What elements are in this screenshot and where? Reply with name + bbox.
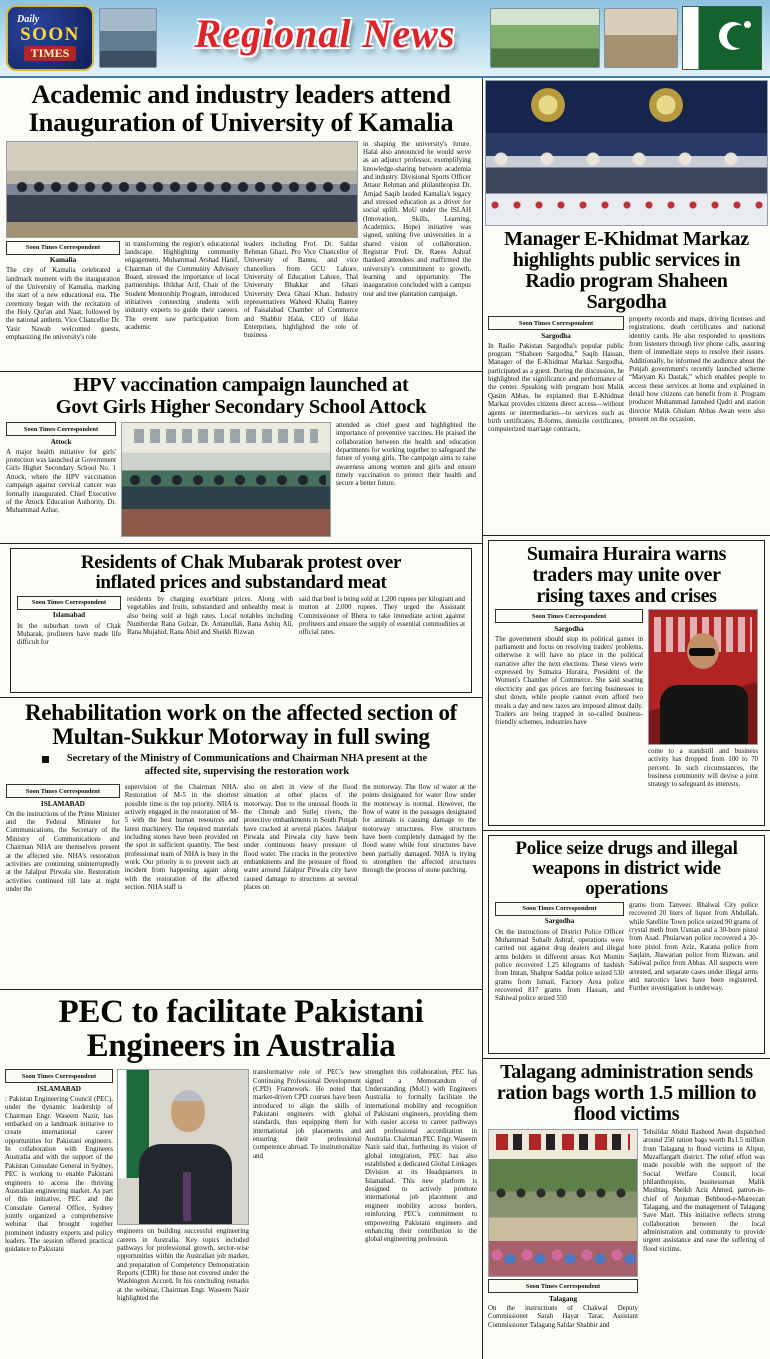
byline-box	[17, 596, 121, 610]
article-pec	[0, 990, 482, 1359]
byline-city: Talagang	[548, 1294, 578, 1303]
article-text: The government should stop its political games in parliament and focus on resolving traders' problems, otherwise it will have no place in the political narrative after the next elections. These views were expressed by Sumaira Huraira, President of the Women's Chamber of Commerce. She said soaring electricity and gas prices are forcing businesses to shut down, while people cannot even afford two meals a day and new taxes are imposed almost daily. Traders are being trapped in so-called business-friendly schemes, industries have	[495, 635, 643, 727]
sumaira-right	[648, 609, 758, 819]
sumaira-box	[488, 540, 765, 826]
sumaira-photo-sunglasses	[689, 648, 715, 656]
headline-kamalia: Academic and industry leaders attend Inauguration of University of Kamalia	[28, 79, 454, 137]
pec-body	[0, 1065, 482, 1349]
chak-col-3: said that beef is being sold at 1,200 rupees per kilogram and mutton at 2,000 rupees. They urged the Assistant Commissioner of Bhera to take immediate action against profiteers and ensure the supply of essential commodities at official rates.	[299, 595, 465, 637]
ekhidmat-photo	[485, 80, 768, 226]
kamalia-col-4: in shaping the university's future. Halai also announced he would serve as an adjunct professor, exemplifying knowledge-sharing between academia and industry. Divisional Sports Officer Attaur Rehman and philanthropist Dr. Amjad Saqib lauded Kamalia's legacy and stressed education as a driver for social uplift. MoU under the ISLAH (Innovation, Skills, Learning, Academics, Hope) initiative was signed, uniting five universities in a shared vision of collaboration. Registrar Prof. Dr. Raees Ashraf thanked attendees and reaffirmed the university's commitment to growth, learning and opportunity. The inauguration concluded with a campus tour and tree plantation campaign.	[363, 140, 471, 298]
logo-soon-text: SOON	[20, 23, 80, 45]
byline-city: Sargodha	[554, 624, 584, 633]
motorway-col-3: also on alert in view of the flood situation at other places of the motorway. Due to the unusual floods in the Chenab and Sutlej rivers, the protective embankments in South Punjab have cracked at several places. Jalalpur Pirwala and Pirwala city have been under continuous heavy pressure of flood water. The cracks in the protective embankments and the pressure of flood water around Jalalpur Pirwala city have caused damage to structures at several places on	[243, 784, 358, 892]
headline-ekhidmat: Manager E-Khidmat Markaz highlights public services in Radio program Shaheen Sargodha	[504, 228, 749, 313]
pec-col-1	[5, 1069, 113, 1345]
article-hpv	[0, 372, 482, 544]
talagang-left	[488, 1129, 638, 1351]
byline-city: Kamalia	[49, 256, 77, 265]
left-column	[0, 78, 483, 1359]
talagang-photo-banner	[496, 1134, 629, 1150]
logo-times-text: TIMES	[24, 46, 77, 62]
ekhidmat-photo-emblem-left	[531, 88, 565, 122]
logo-daily-text: Daily	[17, 13, 40, 25]
talagang-body	[483, 1127, 770, 1353]
byline-box	[495, 902, 624, 916]
kamalia-body	[0, 139, 482, 371]
masthead	[0, 0, 770, 78]
square-bullet-icon	[42, 756, 49, 763]
byline-label: Soon Times Correspondent	[21, 1072, 97, 1080]
pec-middle	[117, 1069, 249, 1345]
byline-box	[495, 609, 643, 623]
byline-label: Soon Times Correspondent	[23, 425, 99, 433]
masthead-photo-crowd	[490, 8, 600, 68]
chak-col-2: residents by charging exorbitant prices. Along with vegetables and fruits, substandard and unhealthy meat is also being sold at high rates. Local notables including Numberdar Rana Gulzar, Dr. Amanullah, Rana Ashiq Ali, Rana Mujahid, Rana Abid and Sheikh Rizwan	[127, 595, 293, 637]
headline-chak: Residents of Chak Mubarak protest over inflated prices and substandard meat	[80, 552, 402, 593]
star-icon	[744, 21, 751, 28]
article-sumaira	[483, 536, 770, 831]
motorway-col-4: the motorway. The flow of water at the points designated for water flow under the motorway is normal. However, the flow of water in the passages designated for animals is causing damage to the motorway structures. Five structures have been completely damaged by the flood water while four structures have been partially damaged. NHA is trying to strengthen the affected structures through the process of stone patching.	[362, 784, 476, 875]
kamalia-photo-people	[14, 182, 350, 205]
byline-label: Soon Times Correspondent	[531, 612, 607, 620]
soon-times-logo	[6, 5, 94, 71]
byline-label: Soon Times Correspondent	[522, 905, 597, 913]
headline-pec: PEC to facilitate Pakistani Engineers in Australia	[58, 994, 424, 1064]
hpv-col-2: attended as chief guest and highlighted the importance of preventive vaccines. He praised the collaboration between the health and education departments for working together to safeguard the future of young girls. The campaign aims to raise awareness among women and girls and ensure timely vaccination to protect their health and secure a better future.	[336, 422, 476, 488]
sumaira-photo	[648, 609, 758, 745]
talagang-photo	[488, 1129, 638, 1277]
talagang-photo-people	[492, 1188, 634, 1211]
article-talagang	[483, 1059, 770, 1359]
pec-col-4: strengthen this collaboration, PEC has signed a Memorandum of Understanding (MoU) with Engineers Australia to formally facilitate the international mobility and recognition of Pakistani engineers, providing them with easier access to career pathways and professional accreditation in Australia. Chairman PEC Engr. Waseem Nazir said that, furthering its vision of global integration, PEC has also established a dedicated Global Linkages Division at its Headquarters in Islamabad. This new platform is designed to actively promote international job placement and engineer mobility across borders, reinforcing PEC's commitment to empowering Pakistani engineers and enhancing their contribution to the global engineering profession.	[365, 1069, 477, 1244]
byline-label: Soon Times Correspondent	[25, 787, 100, 795]
byline-city: Attock	[50, 437, 72, 446]
article-chak-mubarak	[0, 544, 482, 698]
section-title: Regional News	[194, 11, 456, 56]
kamalia-col-1	[6, 241, 120, 371]
police-col-2: grams from Tanveer. Bhalwal City police recovered 20 liters of liquor from Abdullah, while Satellite Town police seized 90 grams of crystal meth from Usman and a 30-bore pistol from Asad. Phularwan police recovered a 30-bore pistol from Aziz, Karana police from Saqlain, Jhawarian police from Rizwan, and Sahiwal police from Abbas. All suspects were arrested, and separate cases under illegal arms and narcotics laws have been registered. Further investigation is underway.	[629, 901, 758, 993]
motorway-body	[0, 780, 482, 978]
byline-box	[5, 1069, 113, 1083]
pec-col-2: engineers on building successful engineering careers in Australia. Key topics included pathways for professional growth, sector-wise opportunities within the Australian job market, and preparation of Competency Demonstration Reports (CDR) for those not covered under the Washington Accord. In his concluding remarks at the webinar, Chairman Engr. Waseem Nazir highlighted the	[117, 1228, 249, 1303]
hpv-photo	[121, 422, 331, 537]
sumaira-col-1	[495, 609, 643, 819]
talagang-col-1: On the instructions of Chakwal Deputy Commissioner Sarah Hayat Tarar, Assistant Commissioner Talagang Safdar Shabbir and	[488, 1305, 638, 1329]
ekhidmat-photo-emblem-right	[649, 88, 683, 122]
ekhidmat-photo-panel	[486, 152, 767, 187]
crescent-icon	[719, 22, 747, 50]
article-text: On the instructions of the Prime Minister and the Federal Minister for Communications, the Secretary of the Ministry of Communications and Chairman NHA are themselves present at the affected site. NHA's restoration activities are continuing uninterruptedly at the Jalalpur Pirwala site. Restoration activities continued till late at night under the	[6, 810, 120, 893]
sumaira-body	[495, 609, 758, 819]
talagang-photo-ration-bags	[489, 1247, 637, 1276]
byline-label: Soon Times Correspondent	[518, 319, 594, 327]
byline-city: ISLAMABAD	[40, 799, 85, 808]
ekhidmat-col-2: property records and maps, driving licenses and registrations, death certificates and national identity cards. He also responded to questions from listeners through live phone calls, assuring them of immediate steps to resolve their issues. Additionally, he informed the audience about the Punjab government's recently launched scheme “Maryam Ki Dastak,” which enables people to access these services at home and explained in detail how citizens can benefit from it. Program producer Muhammad Jamshed Qadri and station director Malik Ghulam Abbas Awan were also present on the occasion.	[629, 316, 765, 424]
ekhidmat-photo-flowers	[486, 201, 767, 213]
byline-label: Soon Times Correspondent	[25, 244, 101, 252]
motorway-col-2: supervision of the Chairman NHA. Restoration of M-5 in the shortest possible time is the top priority. NHA is actively engaged in the restoration of M-5 with the best human resources and latest machinery. The required materials including stones have been provided on the spot in sufficient quantity. The best professional team of NHA is busy in the work. Our priority is to prevent such an incident from happening again along with the restoration of the affected section. NHA staff is	[124, 784, 239, 892]
kamalia-col-2: in transforming the region's educational landscape. Highlighting community engagement, Muhammad Arshad Hanif, Chairman of the Community Advisory Board, stressed the importance of local partnerships. Iftikhar Arif, Chair of the Student Mentorship Program, introduced initiatives connecting students with industry experts to guide their careers. The event saw participation from academic	[125, 240, 239, 332]
chak-col-1	[17, 596, 121, 686]
police-body	[495, 902, 758, 1052]
byline-city: ISLAMABAD	[37, 1084, 81, 1093]
byline-box	[488, 1279, 638, 1293]
hpv-body	[0, 420, 482, 539]
article-kamalia	[0, 78, 482, 372]
ekhidmat-body	[483, 313, 770, 525]
motorway-subhead	[0, 751, 482, 780]
masthead-photo-buildings	[99, 8, 157, 68]
kamalia-photo	[6, 141, 358, 238]
byline-box	[488, 316, 624, 330]
motorway-col-1	[6, 784, 120, 974]
headline-hpv: HPV vaccination campaign launched at Govt Girls Higher Secondary School Attock	[55, 374, 427, 418]
article-text: A major health initiative for girls' protection was launched at Government Girls Higher Secondary School No. 1 Attock, where the HPV vaccination campaign against cervical cancer was formally inaugurated. Chief Executive of the Attock Education Authority, Dr. Muhammad Azhar,	[6, 448, 116, 515]
pec-photo	[117, 1069, 249, 1225]
headline-police: Police seize drugs and illegal weapons in district wide operations	[515, 838, 738, 899]
article-motorway	[0, 698, 482, 990]
article-police	[483, 831, 770, 1059]
article-text: The city of Kamalia celebrated a landmark moment with the inauguration of the University of Kamalia, marking the start of a new educational era. The ceremony began with the recitation of the Holy Qur'an and Naat, followed by the national anthem. Vice Chancellor Dr. Yasir Nawab welcomed guests, emphasizing the university's role	[6, 267, 120, 342]
byline-box	[6, 422, 116, 436]
right-column	[483, 78, 770, 1359]
chak-body	[17, 596, 465, 686]
masthead-photo-monument	[604, 8, 678, 68]
page-content	[0, 78, 770, 1359]
byline-label: Soon Times Correspondent	[31, 599, 107, 607]
headline-talagang: Talagang administration sends ration bags worth 1.5 million to flood victims	[496, 1061, 757, 1125]
byline-city: Islamabad	[52, 611, 86, 620]
headline-motorway: Rehabilitation work on the affected section of Multan-Sukkur Motorway in full swing	[24, 700, 458, 750]
police-box	[488, 835, 765, 1054]
byline-box	[6, 784, 120, 798]
chak-box	[10, 548, 472, 693]
motorway-subhead-text: Secretary of the Ministry of Communications and Chairman NHA present at the affected site, supervising the restoration work	[66, 753, 428, 777]
byline-city: Sargodha	[541, 331, 571, 340]
hpv-photo-people	[126, 475, 326, 498]
article-text: On the instructions of District Police Officer Muhammad Sohaib Ashraf, operations were carried out against drug dealers and illegal arms holders in different areas. Kot Momin police recovered 1.25 kilograms of hashish from Imran, Shahpur Saddar police seized 530 grams from Ismail, Factory Area police recovered 817 grams from Hassan, and Sahiwal police seized 550	[495, 928, 624, 1003]
article-ekhidmat	[483, 78, 770, 536]
sumaira-photo-figure	[660, 685, 749, 744]
hpv-photo-banner	[134, 429, 317, 444]
hpv-col-1	[6, 422, 116, 537]
byline-label: Soon Times Correspondent	[525, 1282, 601, 1290]
pec-photo-tie	[183, 1172, 191, 1221]
byline-box	[6, 241, 120, 255]
ekhidmat-col-1	[488, 316, 624, 522]
pec-col-3: transformative role of PEC's new Continuing Professional Development (CPD) Framework. He noted that market-driven CPD courses have been introduced to align the skills of Pakistani engineers with global standards, thus equipping them for international job placements and ensuring their professional competence abroad. To institutionalize and	[253, 1069, 361, 1160]
article-text: : Pakistan Engineering Council (PEC), under the dynamic leadership of Chairman Engr. Waseem Nazir, has embarked on a landmark initiative to create international career opportunities for Pakistani engineers. In collaboration with Engineers Australia and with the support of the Pakistan Consulate General in Sydney, PEC is working to enable Pakistani engineers to access the thriving Australian engineering market. As part of this initiative, PEC and the Consulate General Office, Sydney jointly organized a comprehensive webinar that brought together prominent industry experts and policy leaders. The session offered practical guidance to Pakistani	[5, 1096, 113, 1254]
headline-sumaira: Sumaira Huraira warns traders may unite over rising taxes and crises	[526, 543, 727, 607]
pakistan-flag-icon	[682, 6, 762, 70]
kamalia-col-3: leaders including Prof. Dr. Safdar Rehman Ghazi, Pro Vice Chancellor of University of Bannu, and vice chancellors from GCU Lahore, University of Education Lahore, Thal University Bhakkar and Ghazi University Dera Ghazi Khan. Industry representatives Waheed Khaliq Ramey of Faisalabad Chamber of Commerce and Shabbir Halai, CEO of Halai Enterprises, highlighted the role of business	[244, 240, 358, 340]
article-text: In the suburban town of Chak Mubarak, profiteers have made life difficult for	[17, 622, 121, 647]
article-text: In Radio Pakistan Sargodha's popular public program “Shaheen Sargodha,” Saqib Hassan, Manager of the E-Khidmat Markaz Sargodha, participated as a guest. During the discussion, he highlighted the significance and performance of the center. Speaking with program host Malik Qasim Abbas, he explained that E-Khidmat Markaz provides citizens direct access—without agents or intermediaries—to services such as birth certificates, B-forms, domicile certificates, computerized marriage contracts,	[488, 342, 624, 434]
talagang-col-2: Tehsildar Abdul Rasheed Awan dispatched around 250 ration bags worth Rs1.5 million from Talagang to flood victims in Alipur, Muzaffargarh district. The relief effort was made possible with the support of the Social Welfare Council, local philanthropists, businessman Malik Mushtaq, Sheikh Aziz Ahmed, patron-in-chief of Anjuman Behbood-e-Mareezan Talagang, and the management of Talagang Save Mart. This initiative reflects strong collaboration between the local administration and community to provide urgent assistance and ease the suffering of flood victims.	[643, 1129, 765, 1253]
sumaira-col-2: come to a standstill and business activity has dropped from 100 to 70 percent. In such circumstances, the business community will devise a joint strategy to safeguard its interests.	[648, 748, 758, 789]
kamalia-left	[6, 141, 358, 371]
pec-photo-head	[171, 1090, 205, 1132]
police-col-1	[495, 902, 624, 1052]
kamalia-columns	[6, 241, 358, 371]
byline-city: Sargodha	[544, 917, 575, 926]
